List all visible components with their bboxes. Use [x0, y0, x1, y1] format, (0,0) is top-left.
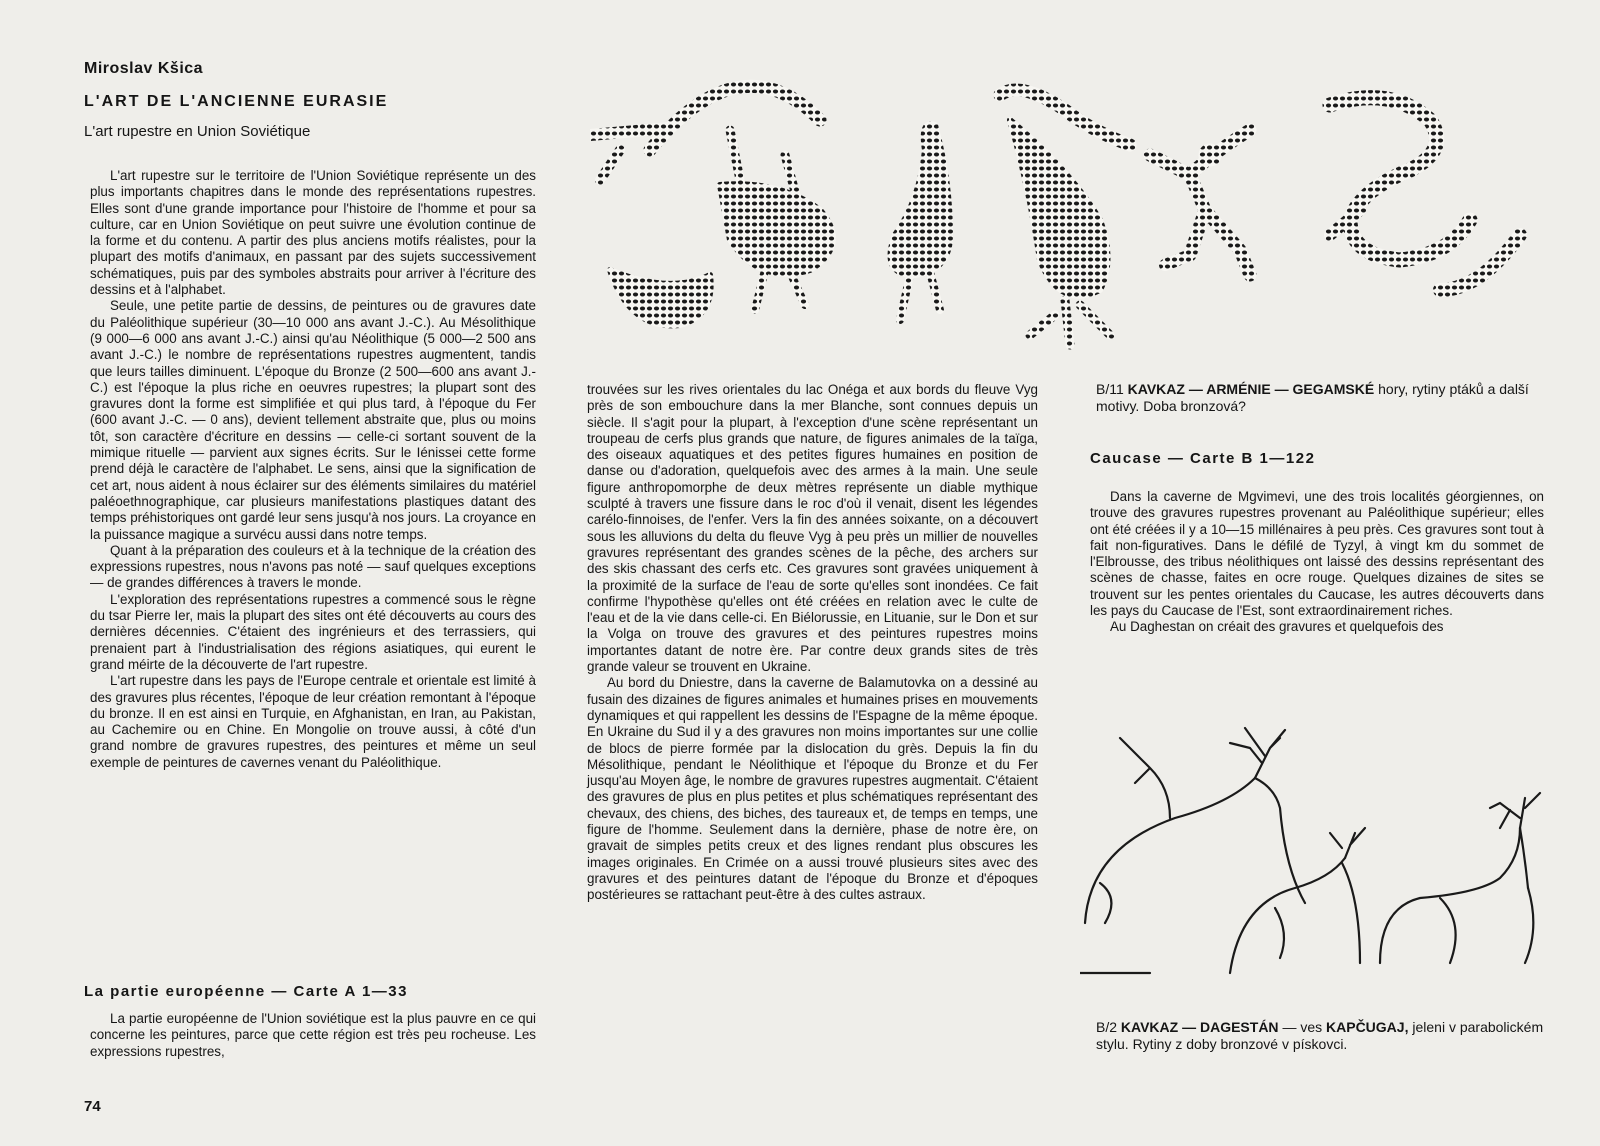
paragraph: L'art rupestre sur le territoire de l'Union Soviétique représente un des plus importants chapitres dans le monde des représentations rupestres. Elles sont d'une grande importance pour l'histoire de l'homme et pour sa culture, car en Union Soviétique on peut suivre une évolution continue de la forme et du contenu. A partir des plus anciens motifs réalistes, pour la plupart des motifs d'animaux, en passant par des sujets successivement schématiques, puis par des symboles abstraits pour arriver à l'écriture des dessins et à l'alphabet. [90, 168, 536, 298]
column-2 [587, 382, 1038, 904]
caption-code: B/11 [1096, 381, 1124, 397]
caption-text: jeleni v parabolickém stylu. Rytiny z doby bronzové v pískovci. [1096, 1019, 1544, 1052]
caption-b11 [1096, 381, 1544, 415]
caption-text: hory, rytiny ptáků a další motivy. Doba bronzová? [1096, 381, 1529, 414]
deer-engraving-figures [1080, 708, 1560, 998]
section-heading-caucase: Caucase — Carte B 1—122 [1090, 450, 1316, 467]
rock-engraving-figures [590, 60, 1560, 370]
paragraph: Au bord du Dniestre, dans la caverne de Balamutovka on a dessiné au fusain des dizaines de figures animales et humaines prises en mouvements dynamiques et qui rappellent les dessins de l'Espagne de la même époque. En Ukraine du Sud il y a des gravures non moins importantes sur une collie de blocs de pierre formée par la dislocation du grès. Depuis la fin du Mésolithique, pendant le Néolithique et l'époque du Bronze et du Fer jusqu'au Moyen âge, le nombre de gravures rupestres augmentait. C'étaient des gravures de plus en plus petites et plus schématiques représentant des chevaux, des chiens, des biches, des taureaux et, de temps en temps, une figure de l'homme. Seulement dans la dernière, phase de notre ère, on gravait de simples petits creux et des lignes rendant plus obscures les images originales. En Crimée on a aussi trouvé plusieurs sites avec des gravures et des peintures datant de l'époque du Bronze et d'époques postérieures se rattachant peut-être à des cultes astraux. [587, 675, 1038, 903]
paragraph: Au Daghestan on créait des gravures et quelquefois des [1110, 619, 1444, 635]
article-subtitle: L'art rupestre en Union Soviétique [84, 123, 311, 140]
caption-code: B/2 [1096, 1019, 1118, 1035]
paragraph: Dans la caverne de Mgvimevi, une des trois localités géorgiennes, on trouve des gravures rupestres provenant au Paléolithique supérieur; elles ont été créées il y a 10—15 millénaires à peu près. Ces gravures sont tout à fait non-figuratives. Dans le défilé de Tyzyl, à vingt km du sommet de l'Elbrousse, des tribus néolithiques ont laissé des dessins représentant des scènes de chasse, faites en ocre rouge. Quelques dizaines de sites se trouvent sur les pentes orientales du Caucase, les autres découverts dans les pays du Caucase de l'Est, sont extraordinairement riches. [1090, 489, 1544, 619]
paragraph: La partie européenne de l'Union soviétique est la plus pauvre en ce qui concerne les peintures, parce que cette région est très peu rocheuse. Les expressions rupestres, [90, 1011, 536, 1059]
page-number: 74 [84, 1098, 101, 1115]
column-3 [1090, 489, 1544, 636]
column-1 [90, 168, 536, 771]
paragraph: L'exploration des représentations rupestres a commencé sous le règne du tsar Pierre Ier, mais la plupart des sites ont été découverts au cours des dernières décennies. C'étaient des ingrénieurs et des terrassiers, qui prenaient part à l'industrialisation des régions asiatiques, qui eurent le grand méirte de la découverte de l'art rupestre. [90, 591, 536, 672]
paragraph: Quant à la préparation des couleurs et à la technique de la création des expressions rupestres, nous n'avons pas noté — sauf quelques exceptions — de grandes différences à travers le monde. [90, 542, 536, 591]
author-name: Miroslav Kšica [84, 60, 204, 77]
paragraph: Seule, une petite partie de dessins, de peintures ou de gravures date du Paléolithique supérieur (30—10 000 ans avant J.-C.). Au Mésolithique (9 000—6 000 ans avant J.-C.) ainsi qu'au Néolithique (5 000—2 500 ans avant J.-C.) le nombre de représentations rupestres augmentent, tandis que leurs tailles diminuent. L'époque du Bronze (2 500—600 ans avant J.-C.) est l'époque la plus riche en oeuvres rupestres; la plupart sont des gravures dont la forme est simplifiée et qui plus tard, à l'époque du Fer (600 avant J.-C. — 0 ans), devient tellement abstraite que, plus ou moins tôt, son caractère d'écriture en dessins — celle-ci sortant souvent de la mimique rituelle — parvient aux signes écrits. Sur le Iénissei cette forme prend déjà le caractère de l'alphabet. Le sens, ainsi que la signification de cet art, nous aident à nous éclairer sur des éléments similaires du matériel paléoethnographique, car plusieurs manifestations plastiques datant des temps préhistoriques ont gardé leur sens jusqu'à nos jours. La croyance en la puissance magique a survécu aussi dans notre temps. [90, 298, 536, 542]
caption-village: KAPČUGAJ, [1326, 1019, 1409, 1035]
paragraph: L'art rupestre dans les pays de l'Europe centrale et orientale est limité à des gravures plus récentes, l'époque de leur création remontant à l'époque du bronze. Il en est ainsi en Turquie, en Afghanistan, en Iran, au Pakistan, au Cachemire ou en Chine. En Mongolie on trouve aussi, à côté d'un grand nombre de gravures rupestres, des peintures et même un seul exemple de peintures de cavernes venant du Paléolithique. [90, 673, 536, 770]
column-1-bottom [90, 1011, 536, 1060]
caption-location: KAVKAZ — DAGESTÁN [1120, 1019, 1279, 1035]
caption-b2 [1096, 1019, 1544, 1053]
paragraph: trouvées sur les rives orientales du lac Onéga et aux bords du fleuve Vyg près de son embouchure dans la mer Blanche, sont connues depuis un siècle. Il s'agit pour la plupart, à l'exception d'une scène représentant un troupeau de cerfs plus grands que nature, de figures animales de la taïga, des oiseaux aquatiques et des petites figures humaines en position de danse ou d'adoration, quelquefois avec des armes à la main. Une seule figure anthropomorphe de deux mètres représente un diable mythique sculpté à travers une fissure dans le roc d'où il venait, disent les légendes carélo-finnoises, de l'enfer. Vers la fin des années soixante, on a découvert sous les alluvions du delta du fleuve Vyg à peu près un millier de nouvelles gravures représentant des grandes scènes de la pêche, des archers sur des skis chassant des cerfs etc. Ces gravures sont gravées uniquement à la proximité de la surface de l'eau de sorte qu'elles sont inondées. Ce fait confirme l'hypothèse qu'elles ont été créées en relation avec le culte de l'eau et de la vie dans celle-ci. En Biélorussie, en Lituanie, sur le Don et sur la Volga on trouve des gravures et des peintures rupestres moins importantes datant de notre ère. Par contre deux grands sites de très grande valeur se trouvent en Ukraine. [587, 382, 1038, 675]
section-heading-europe: La partie européenne — Carte A 1—33 [84, 983, 408, 1000]
caption-location: KAVKAZ — ARMÉNIE — GEGAMSKÉ [1127, 381, 1375, 397]
article-title: L'ART DE L'ANCIENNE EURASIE [84, 93, 389, 110]
caption-text: — ves [1282, 1019, 1323, 1035]
